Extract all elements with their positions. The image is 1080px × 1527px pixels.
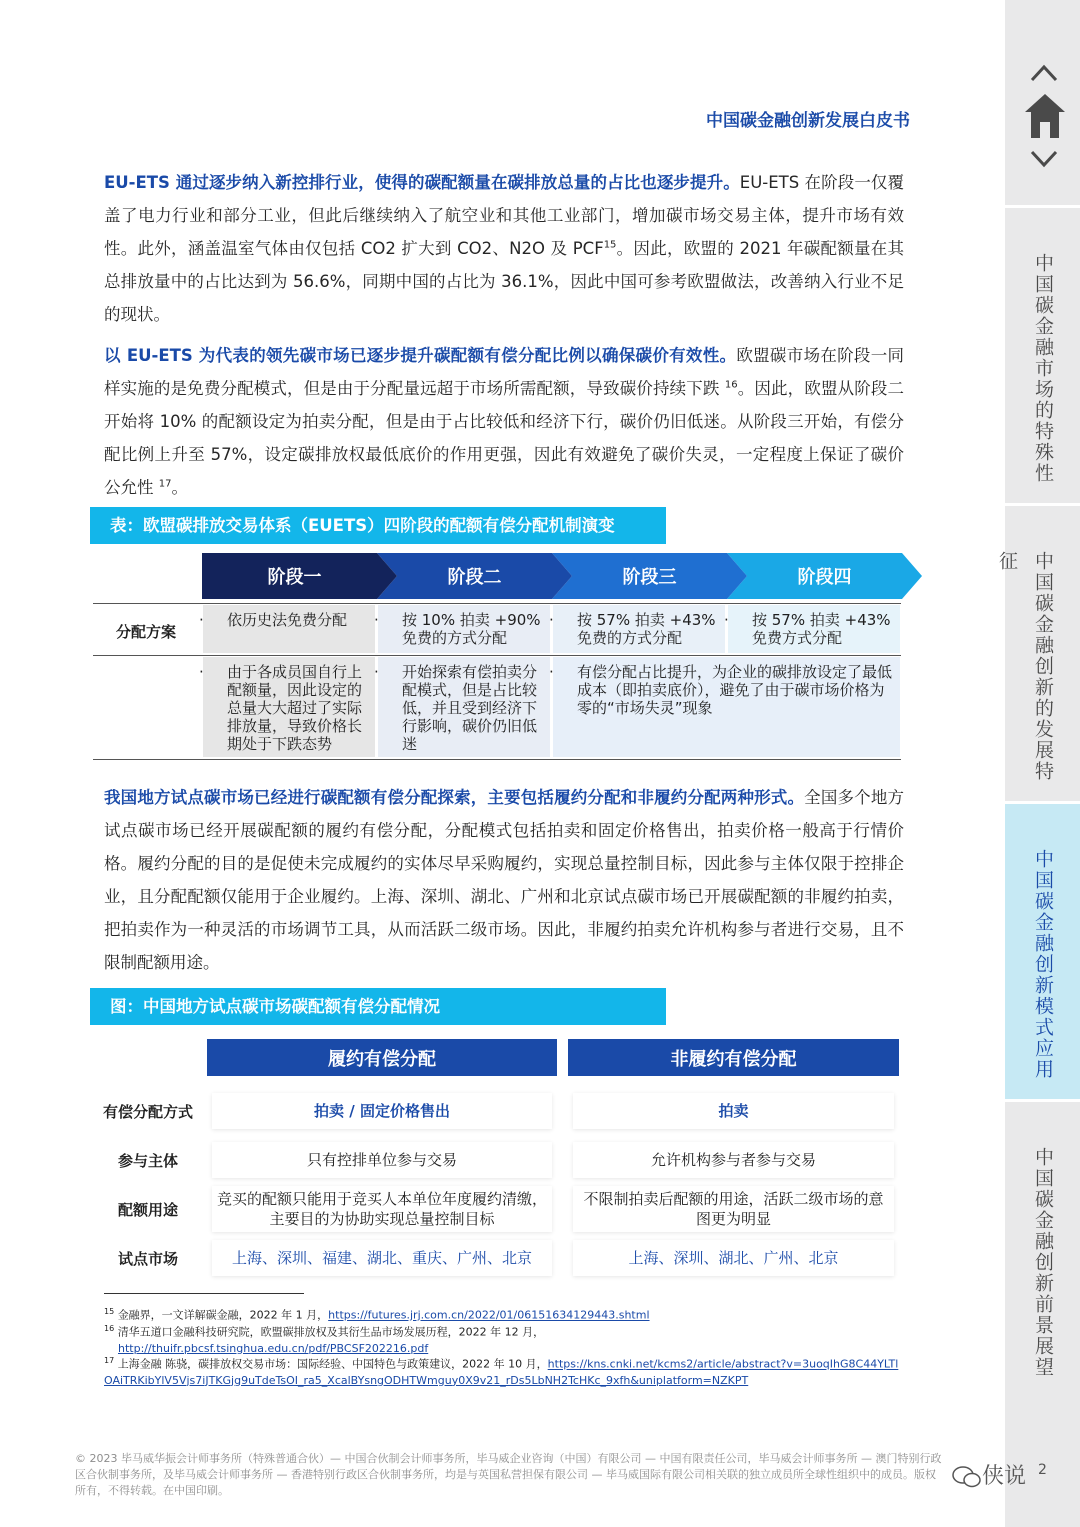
allocation-phase-1: [199, 605, 375, 653]
column-head-compliance: 履约有偿分配: [207, 1039, 557, 1076]
cell-text: 有偿分配占比提升，为企业的碳排放设定了最低成本（即拍卖底价），避免了由于碳市场价格为零的“市场失灵”现象: [577, 663, 893, 717]
phase-3-label: 阶段三: [622, 567, 677, 588]
tab-development-features[interactable]: [996, 503, 1080, 801]
footnote-ref: 16: [724, 379, 738, 391]
bullet: ·: [199, 611, 204, 629]
tab-label: 中国碳金融创新前景展望: [1032, 1147, 1054, 1378]
bullet: ·: [724, 611, 729, 629]
phase-1-label: 阶段一: [267, 567, 322, 588]
cell-text: 依历史法免费分配: [227, 611, 348, 629]
home-icon[interactable]: [1023, 92, 1067, 140]
paragraph-text: 。: [171, 478, 188, 497]
footnote-link[interactable]: http://thuifr.pbcsf.tsinghua.edu.cn/pdf/PBCSF202216.pdf: [118, 1341, 429, 1355]
paragraph-text: 全国多个地方试点碳市场已经开展碳配额的履约有偿分配，分配模式包括拍卖和固定价格售出，拍卖价格一般高于行情价格。履约分配的目的是促使未完成履约的实体尽早采购履约，实现总量控制目标，因此参与主体仅限于控排企业，且分配配额仅能用于企业履约。上海、深圳、湖北、广州和北京试点碳市场已开展碳配额的非履约拍卖，把拍卖作为一种灵活的市场调节工具，从而活跃二级市场。因此，非履约拍卖允许机构参与者进行交易，且不限制配额用途。: [104, 788, 905, 972]
bullet: ·: [374, 663, 379, 681]
effect-phase-1: [199, 657, 375, 757]
column-head-non-compliance: 非履约有偿分配: [568, 1039, 899, 1076]
effect-phase-3-4: [549, 657, 900, 757]
row-label-usage: 配额用途: [117, 1201, 178, 1219]
effect-phase-2: [374, 657, 550, 757]
table-caption: 表：欧盟碳排放交易体系（EUETS）四阶段的配额有偿分配机制演变: [90, 507, 666, 544]
method-non-compliance: 拍卖: [573, 1093, 894, 1129]
row-label-pilot-markets: 试点市场: [117, 1250, 178, 1268]
pilot-markets-non-compliance: 上海、深圳、湖北、广州、北京: [573, 1240, 894, 1276]
cell-text: 开始探索有偿拍卖分配模式，但是占比较低，并且受到经济下行影响，碳价仍旧低迷: [402, 663, 538, 753]
paragraph-lead: 以 EU-ETS 为代表的领先碳市场已逐步提升碳配额有偿分配比例以确保碳价有效性。: [104, 346, 737, 365]
footnote-ref: 17: [158, 478, 172, 490]
footnote-number: 16: [104, 1324, 115, 1333]
table-rule: [93, 655, 901, 656]
bullet: ·: [374, 611, 379, 629]
footnote-ref: 15: [603, 239, 617, 251]
participants-compliance: 只有控排单位参与交易: [212, 1142, 552, 1178]
chevron-down-icon[interactable]: [1029, 148, 1059, 170]
phase-arrow-row: [202, 553, 922, 599]
bullet: ·: [549, 611, 554, 629]
allocation-phase-4: [724, 605, 900, 653]
cell-text: 由于各成员国自行上配额量，因此设定的总量大大超过了实际排放量，导致价格长期处于下跌态势: [227, 663, 363, 753]
paragraph-eu-ets-coverage: [104, 166, 904, 331]
bullet: ·: [549, 663, 554, 681]
footnote-number: 17: [104, 1356, 115, 1365]
paragraph-text: 。因此，欧盟从阶段二开始将 10% 的配额设定为拍卖分配，但是由于占比较低和经济下行，碳价仍旧低迷。从阶段三开始，有偿分配比例上升至 57%，设定碳排放权最低底价的作用更强，因此有效避免了碳价失灵，一定程度上保证了碳价公允性: [104, 379, 904, 497]
method-compliance: 拍卖 / 固定价格售出: [212, 1093, 552, 1129]
document-title: 中国碳金融创新发展白皮书: [706, 111, 910, 131]
row-label-allocation: 分配方案: [116, 623, 177, 641]
chevron-up-icon[interactable]: [1029, 62, 1059, 84]
paragraph-text: 欧盟碳市场在阶段一同样实施的是免费分配模式，但是由于分配量远超于市场所需配额，导致碳价持续下跌: [104, 346, 905, 398]
watermark-text: 侠说: [982, 1464, 1027, 1489]
tab-label: 中国碳金融市场的特殊性: [1032, 253, 1054, 484]
row-label-participants: 参与主体: [117, 1152, 178, 1170]
cell-text: 按 57% 拍卖 +43% 免费的方式分配: [577, 611, 716, 647]
wechat-icon: [952, 1465, 982, 1489]
footnote-link[interactable]: https://futures.jrj.com.cn/2022/01/06151634129443.shtml: [328, 1308, 650, 1322]
paragraph-eu-ets-paid-allocation: [104, 339, 904, 504]
tab-label: 中国碳金融创新模式应用: [1032, 849, 1054, 1080]
page-number: 2: [1038, 1462, 1047, 1478]
usage-non-compliance: 不限制拍卖后配额的用途，活跃二级市场的意图更为明显: [573, 1186, 894, 1232]
footnote-link[interactable]: https://kns.cnki.net/kcms2/article/abstract?v=3uoqIhG8C44YLTlOAiTRKibYlV5Vjs7iJTKGjg9uTdeTsOI_ra5_XcalBYsngODHTWmguy0X9v21_rDs5LbNH2TcHKc_9xfh&uniplatform=NZKPT: [104, 1357, 899, 1387]
table-rule: [93, 759, 901, 760]
footnote-17: [104, 1353, 904, 1389]
bullet: ·: [199, 663, 204, 681]
footnote-number: 15: [104, 1307, 115, 1316]
phase-4-label: 阶段四: [797, 567, 852, 588]
allocation-phase-2: [374, 605, 550, 653]
usage-compliance: 竞买的配额只能用于竞买人本单位年度履约清缴，主要目的为协助实现总量控制目标: [212, 1186, 552, 1232]
cell-text: 按 10% 拍卖 +90% 免费的方式分配: [402, 611, 541, 647]
tab-future-outlook[interactable]: [1005, 1099, 1080, 1397]
tab-label: 中国碳金融创新的发展特征: [996, 551, 1054, 782]
paragraph-text: 。因此，欧盟的 2021 年碳配额量在其总排放量中的占比达到为 56.6%，同期中国的占比为 36.1%，因此中国可参考欧盟做法，改善纳入行业不足的现状。: [104, 239, 904, 324]
footnote-rule: [104, 1293, 304, 1294]
footnote-16: [104, 1321, 664, 1357]
participants-non-compliance: 允许机构参与者参与交易: [573, 1142, 894, 1178]
tab-innovation-models[interactable]: [1005, 801, 1080, 1099]
phase-2-label: 阶段二: [447, 567, 502, 588]
footnote-text: 上海金融 陈骁，碳排放权交易市场：国际经验、中国特色与政策建议，2022 年 10 月，: [117, 1357, 548, 1371]
table-rule: [93, 603, 901, 604]
tab-market-specificity[interactable]: [1005, 205, 1080, 503]
paragraph-china-pilot-markets: [104, 781, 904, 979]
figure-caption: 图：中国地方试点碳市场碳配额有偿分配情况: [90, 988, 666, 1025]
copyright-footer: © 2023 毕马威华振会计师事务所（特殊普通合伙）— 中国合伙制会计师事务所，毕马威企业咨询（中国）有限公司 — 中国有限责任公司，毕马威会计师事务所 — 澳门特别行政区合伙制事务所，及毕马威会计师事务所 — 香港特别行政区合伙制事务所，均是与英国私营担保有限公司 — 毕马威国际有限公司相关联的独立成员所全球性组织中的成员。版权所有，不得转载。在中国印刷。: [75, 1452, 942, 1497]
page-nav: [1005, 0, 1080, 205]
paragraph-lead: 我国地方试点碳市场已经进行碳配额有偿分配探索，主要包括履约分配和非履约分配两种形式。: [104, 788, 805, 807]
paragraph-text: EU-ETS 在阶段一仅覆盖了电力行业和部分工业，但此后继续纳入了航空业和其他工业部门，增加碳市场交易主体，提升市场有效性。此外，涵盖温室气体由仅包括 CO2 扩大到 CO2、N2O 及 PCF: [104, 173, 904, 258]
cell-text: 按 57% 拍卖 +43% 免费方式分配: [752, 611, 891, 647]
paragraph-lead: EU-ETS 通过逐步纳入新控排行业，使得的碳配额量在碳排放总量的占比也逐步提升。: [104, 173, 740, 192]
pilot-markets-compliance: 上海、深圳、福建、湖北、重庆、广州、北京: [212, 1240, 552, 1276]
footnote-text: 清华五道口金融科技研究院，欧盟碳排放权及其衍生品市场发展历程，2022 年 12 月，: [117, 1325, 545, 1339]
allocation-phase-3: [549, 605, 725, 653]
watermark: [952, 1459, 1026, 1490]
row-label-method: 有偿分配方式: [102, 1103, 193, 1121]
footnote-text: 金融界，一文详解碳金融，2022 年 1 月，: [117, 1308, 329, 1322]
